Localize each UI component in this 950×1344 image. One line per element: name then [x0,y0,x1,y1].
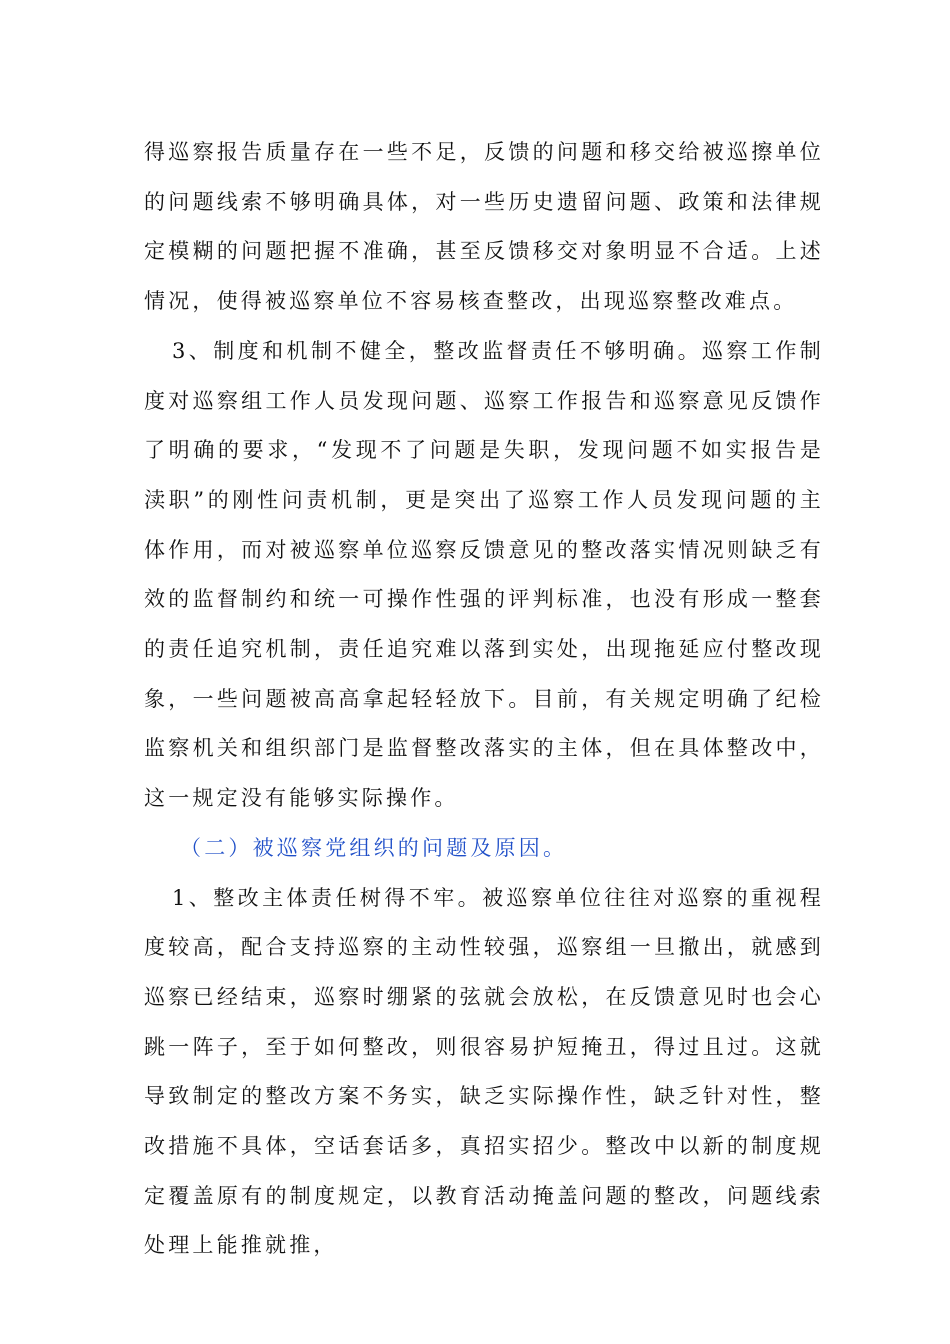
section-subheading: （二）被巡察党组织的问题及原因。 [180,835,568,860]
paragraph-system-mechanism: 3、制度和机制不健全，整改监督责任不够明确。巡察工作制度对巡察组工作人员发现问题、巡察工作报告和巡察意见反馈作了明确的要求，“发现不了问题是失职，发现问题不如实报告是渎职”的刚性问责机制，更是突出了巡察工作人员发现问题的主体作用，而对被巡察单位巡察反馈意见的整改落实情况则缺乏有效的监督制约和统一可操作性强的评判标准，也没有形成一整套的责任追究机制，责任追究难以落到实处，出现拖延应付整改现象，一些问题被高高拿起轻轻放下。目前，有关规定明确了纪检监察机关和组织部门是监督整改落实的主体，但在具体整改中，这一规定没有能够实际操作。 [144,338,824,811]
document-body [144,128,824,1271]
paragraph-report-quality: 得巡察报告质量存在一些不足，反馈的问题和移交给被巡擦单位的问题线索不够明确具体，对一些历史遗留问题、政策和法律规定模糊的问题把握不准确，甚至反馈移交对象明显不合适。上述情况，使得被巡察单位不容易核查整改，出现巡察整改难点。 [144,140,824,314]
paragraph-main-responsibility: 1、整改主体责任树得不牢。被巡察单位往往对巡察的重视程度较高，配合支持巡察的主动性较强，巡察组一旦撤出，就感到巡察已经结束，巡察时绷紧的弦就会放松，在反馈意见时也会心跳一阵子，至于如何整改，则很容易护短掩丑，得过且过。这就导致制定的整改方案不务实，缺乏实际操作性，缺乏针对性，整改措施不具体，空话套话多，真招实招少。整改中以新的制度规定覆盖原有的制度规定，以教育活动掩盖问题的整改，问题线索处理上能推就推， [144,885,824,1258]
